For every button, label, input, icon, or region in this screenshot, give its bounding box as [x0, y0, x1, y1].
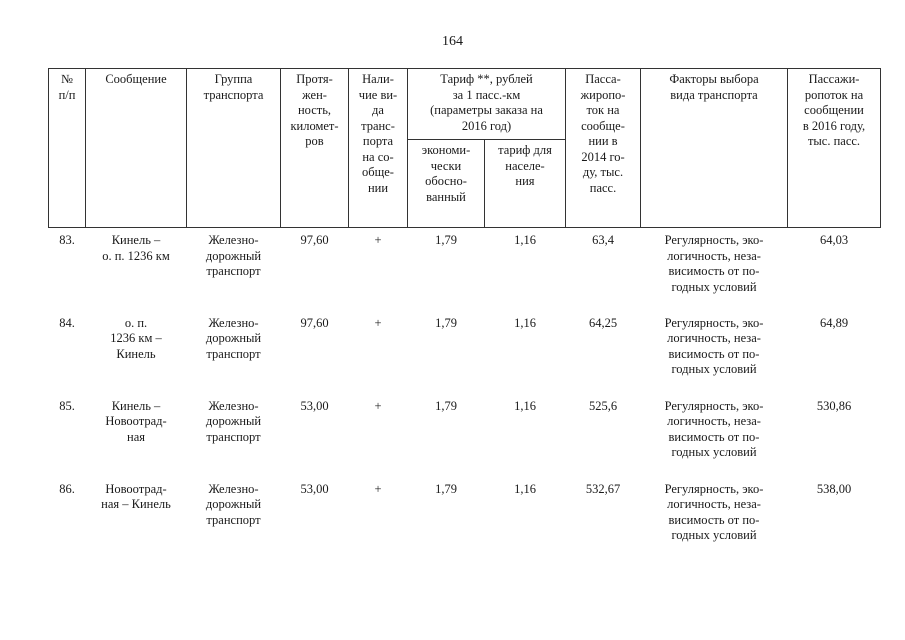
factors-cell — [641, 394, 788, 477]
text-line: порта — [362, 134, 394, 148]
text-line: логичность, неза- — [667, 248, 761, 263]
text-line: о. п. 1236 км — [102, 248, 170, 263]
text-line: Тариф **, рублей — [440, 72, 533, 86]
transport-group-cell — [187, 477, 281, 560]
table-row — [49, 311, 881, 394]
text-line: Регулярность, эко- — [664, 233, 764, 247]
flow-2016-cell: 64,03 — [819, 233, 849, 247]
table-row — [49, 394, 881, 477]
text-line: дорожный — [205, 248, 262, 263]
factors-cell — [641, 477, 788, 560]
table-row — [49, 228, 881, 311]
text-line: сообще- — [581, 118, 625, 133]
text-line: ропоток на — [804, 87, 864, 102]
text-line: населе- — [505, 158, 545, 173]
text-line: дорожный — [205, 414, 262, 428]
tariff-pop-cell: 1,16 — [514, 233, 536, 247]
text-line: Новоотрад- — [105, 414, 167, 428]
text-line: за 1 пасс.-км — [452, 87, 521, 102]
text-line: транспорта — [203, 87, 264, 102]
text-line: нии — [367, 180, 389, 195]
text-line: о. п. — [124, 315, 148, 330]
length-cell: 53,00 — [300, 398, 329, 413]
length-cell: 97,60 — [300, 315, 329, 330]
text-line: логичность, неза- — [667, 497, 761, 511]
text-line: Новоотрад- — [105, 481, 167, 496]
header-factors — [641, 69, 788, 228]
flow-2014-cell: 532,67 — [585, 481, 621, 496]
text-line: 2016 год) — [461, 118, 512, 133]
text-line: висимость от по- — [668, 512, 760, 527]
row-number: 85. — [59, 398, 75, 413]
availability-cell: + — [374, 398, 382, 413]
row-number: 86. — [59, 481, 75, 496]
text-line: транспорт — [206, 429, 261, 444]
text-line: Пасса- — [585, 72, 621, 86]
text-line: транспорт — [206, 264, 261, 278]
text-line: ванный — [426, 189, 466, 204]
text-line: жен- — [302, 87, 327, 102]
text-line: годных условий — [671, 445, 757, 459]
header-num — [49, 69, 86, 228]
header-flow-2016 — [788, 69, 881, 228]
text-line: транспорт — [206, 512, 261, 527]
text-line: километ- — [290, 118, 339, 133]
row-number: 83. — [59, 233, 75, 247]
text-line: ния — [515, 174, 535, 188]
flow-2016-cell: 530,86 — [816, 398, 852, 413]
text-line: годных условий — [671, 362, 757, 376]
text-line: 1236 км – — [110, 331, 162, 345]
text-line: Кинель – — [111, 233, 161, 247]
text-line: ров — [305, 134, 324, 148]
row-number: 84. — [59, 315, 75, 330]
tariff-econ-cell: 1,79 — [435, 481, 457, 496]
text-line: экономи- — [421, 143, 471, 157]
flow-2014-cell: 63,4 — [592, 233, 614, 247]
tariff-econ-cell: 1,79 — [435, 398, 457, 413]
text-line: п/п — [58, 87, 76, 102]
transport-group-cell — [187, 394, 281, 477]
text-line: годных условий — [671, 528, 757, 542]
text-line: висимость от по- — [668, 429, 760, 444]
text-line: Сообщение — [105, 72, 167, 86]
text-line: Регулярность, эко- — [664, 481, 764, 496]
text-line: логичность, неза- — [667, 414, 761, 428]
text-line: 2014 го- — [581, 149, 625, 164]
route-cell — [86, 311, 187, 394]
header-route — [86, 69, 187, 228]
text-line: в 2016 году, — [802, 118, 866, 133]
availability-cell: + — [374, 233, 382, 247]
text-line: чие ви- — [358, 87, 398, 102]
header-flow-2014 — [566, 69, 641, 228]
table-row — [49, 477, 881, 560]
text-line: Пассажи- — [808, 72, 860, 86]
route-cell — [86, 228, 187, 311]
text-line: Железно- — [208, 315, 259, 330]
route-cell — [86, 477, 187, 560]
flow-2016-cell: 538,00 — [816, 481, 852, 496]
factors-cell — [641, 311, 788, 394]
text-line: (параметры заказа на — [430, 103, 543, 117]
text-line: Протя- — [296, 72, 333, 86]
text-line: чески — [430, 158, 462, 173]
text-line: ток на — [586, 103, 620, 117]
text-line: Кинель — [116, 346, 156, 361]
factors-cell — [641, 228, 788, 311]
text-line: Факторы выбора — [669, 72, 759, 86]
text-line: Нали- — [362, 72, 394, 86]
text-line: ду, тыс. — [582, 165, 624, 179]
flow-2016-cell: 64,89 — [819, 315, 849, 330]
flow-2014-cell: 64,25 — [588, 315, 618, 330]
text-line: ность, — [297, 103, 332, 117]
transport-group-cell — [187, 311, 281, 394]
availability-cell: + — [374, 481, 382, 496]
text-line: ная – Кинель — [101, 497, 171, 511]
text-line: на со- — [362, 149, 394, 164]
length-cell: 97,60 — [300, 233, 329, 247]
text-line: сообщении — [804, 103, 864, 117]
tariff-pop-cell: 1,16 — [514, 398, 536, 413]
text-line: дорожный — [205, 331, 262, 345]
text-line: пасс. — [589, 180, 617, 195]
tariff-econ-cell: 1,79 — [435, 233, 457, 247]
text-line: тариф для — [498, 143, 552, 157]
text-line: Железно- — [208, 233, 259, 247]
header-availability — [349, 69, 408, 228]
text-line: тыс. пасс. — [807, 134, 861, 148]
text-line: висимость от по- — [668, 264, 760, 278]
text-line: Регулярность, эко- — [664, 398, 764, 413]
text-line: транс- — [361, 118, 395, 133]
tariff-econ-cell: 1,79 — [435, 315, 457, 330]
route-cell — [86, 394, 187, 477]
tariff-pop-cell: 1,16 — [514, 481, 536, 496]
text-line: годных условий — [671, 279, 757, 294]
text-line: ная — [127, 429, 145, 444]
text-line: обосно- — [425, 174, 467, 188]
text-line: Группа — [214, 72, 253, 86]
text-line: да — [372, 103, 384, 117]
transport-table — [48, 68, 881, 560]
text-line: Железно- — [208, 398, 259, 413]
header-length — [281, 69, 349, 228]
length-cell: 53,00 — [300, 481, 329, 496]
header-tariff-econ — [408, 140, 485, 228]
transport-group-cell — [187, 228, 281, 311]
text-line: висимость от по- — [668, 346, 760, 361]
text-line: транспорт — [206, 346, 261, 361]
header-tariff-pop — [485, 140, 566, 228]
flow-2014-cell: 525,6 — [588, 398, 618, 413]
header-tariff — [408, 69, 566, 140]
text-line: № — [61, 72, 73, 86]
header-group — [187, 69, 281, 228]
text-line: логичность, неза- — [667, 331, 761, 345]
text-line: жиропо- — [580, 87, 626, 102]
tariff-pop-cell: 1,16 — [514, 315, 536, 330]
availability-cell: + — [374, 315, 382, 330]
text-line: Кинель – — [111, 398, 161, 413]
text-line: общe- — [362, 165, 394, 179]
text-line: дорожный — [205, 497, 262, 511]
page-number: 164 — [442, 34, 463, 49]
text-line: Железно- — [208, 481, 259, 496]
text-line: нии в — [588, 134, 618, 148]
text-line: Регулярность, эко- — [664, 315, 764, 330]
text-line: вида транспорта — [670, 87, 758, 102]
